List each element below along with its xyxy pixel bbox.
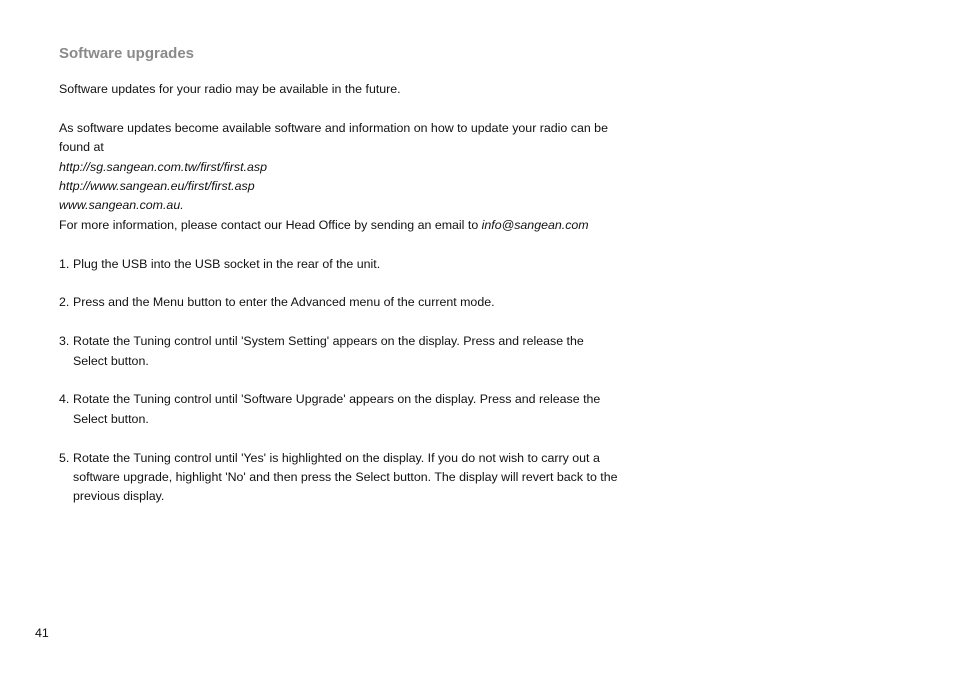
step-item	[59, 449, 619, 507]
steps-list	[59, 255, 619, 507]
step-text: Press and the Menu button to enter the Advanced menu of the current mode.	[73, 295, 495, 310]
step-item	[59, 293, 619, 312]
step-number: 4.	[59, 392, 70, 407]
spacer	[59, 235, 619, 254]
contact-paragraph	[59, 216, 619, 235]
step-item	[59, 390, 619, 429]
step-text: Rotate the Tuning control until 'System Setting' appears on the display. Press and release the Select button.	[73, 334, 584, 368]
step-number: 3.	[59, 334, 70, 349]
page-number: 41	[35, 626, 49, 640]
step-number: 5.	[59, 450, 70, 465]
step-text: Rotate the Tuning control until 'Software Upgrade' appears on the display. Press and release the Select button.	[73, 392, 601, 426]
spacer	[59, 99, 619, 118]
step-item	[59, 255, 619, 274]
step-text: Plug the USB into the USB socket in the rear of the unit.	[73, 256, 381, 271]
contact-email-link[interactable]: info@sangean.com	[481, 217, 589, 232]
step-item	[59, 332, 619, 371]
step-text: Rotate the Tuning control until 'Yes' is highlighted on the display. If you do not wish to carry out a software upgrade, highlight 'No' and then press the Select button. The display will revert back to the previous display.	[73, 450, 618, 504]
link-sangean-tw[interactable]: http://sg.sangean.com.tw/first/first.asp	[59, 159, 267, 174]
step-number: 2.	[59, 295, 70, 310]
info-paragraph: As software updates become available software and information on how to update your radio can be found at	[59, 120, 608, 155]
section-heading: Software upgrades	[59, 45, 195, 62]
contact-text: For more information, please contact our Head Office by sending an email to	[59, 217, 482, 232]
page-content	[59, 44, 619, 526]
step-number: 1.	[59, 256, 70, 271]
intro-paragraph: Software updates for your radio may be available in the future.	[59, 82, 401, 96]
link-sangean-au[interactable]: www.sangean.com.au.	[59, 198, 184, 213]
link-sangean-eu[interactable]: http://www.sangean.eu/first/first.asp	[59, 179, 255, 194]
